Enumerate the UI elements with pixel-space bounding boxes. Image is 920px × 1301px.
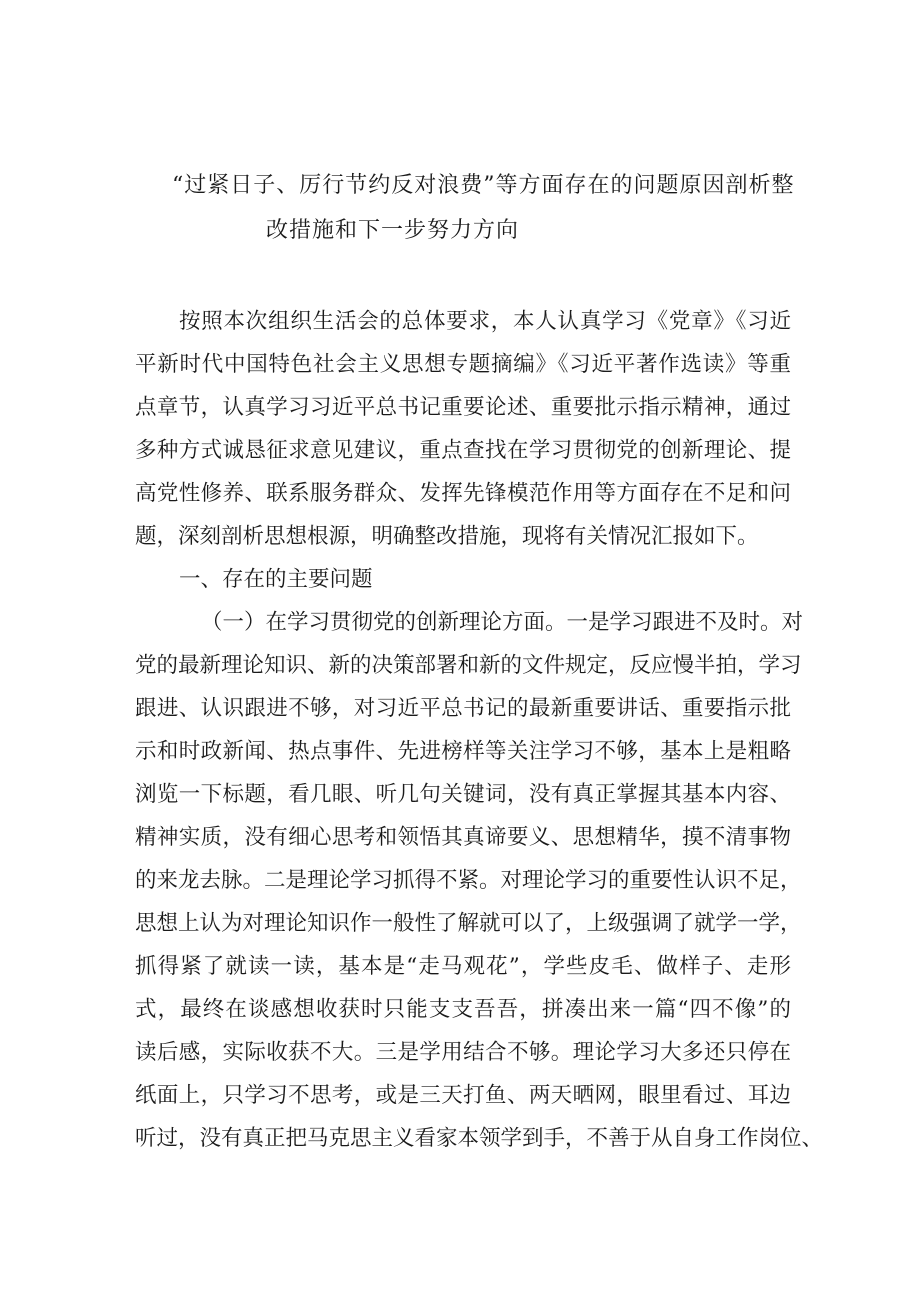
section1-line: 跟进、认识跟进不够，对习近平总书记的最新重要讲话、重要指示批 (135, 696, 791, 721)
section1-line: 党的最新理论知识、新的决策部署和新的文件规定，反应慢半拍，学习 (135, 653, 802, 678)
section1-line: 听过，没有真正把马克思主义看家本领学到手，不善于从自身工作岗位、 (135, 1126, 824, 1151)
document-title-line-2: 改措施和下一步努力方向 (266, 218, 520, 243)
intro-line: 平新时代中国特色社会主义思想专题摘编》《习近平著作选读》等重 (135, 352, 791, 377)
intro-line: 高党性修养、联系服务群众、发挥先锋模范作用等方面存在不足和问 (135, 481, 791, 506)
section1-line: 精神实质，没有细心思考和领悟其真谛要义、思想精华，摸不清事物 (135, 825, 791, 850)
section1-line: 示和时政新闻、热点事件、先进榜样等关注学习不够，基本上是粗略 (135, 739, 791, 764)
section1-line: 式，最终在谈感想收获时只能支支吾吾，拼凑出来一篇“四不像”的 (135, 997, 791, 1022)
section1-line: 浏览一下标题，看几眼、听几句关键词，没有真正掌握其基本内容、 (135, 782, 791, 807)
section1-line: 抓得紧了就读一读，基本是“走马观花”，学些皮毛、做样子、走形 (135, 954, 791, 979)
document-title-line-1: “过紧日子、厉行节约反对浪费”等方面存在的问题原因剖析整 (172, 173, 795, 198)
intro-line: 多种方式诚恳征求意见建议，重点查找在学习贯彻党的创新理论、提 (135, 438, 791, 463)
section-heading: 一、存在的主要问题 (179, 567, 373, 592)
section1-line: （一）在学习贯彻党的创新理论方面。一是学习跟进不及时。对 (201, 610, 804, 635)
section1-line: 的来龙去脉。二是理论学习抓得不紧。对理论学习的重要性认识不足， (135, 868, 802, 893)
section1-line: 思想上认为对理论知识作一般性了解就可以了，上级强调了就学一学， (135, 911, 802, 936)
intro-line: 按照本次组织生活会的总体要求，本人认真学习《党章》《习近 (179, 309, 791, 334)
intro-line: 题，深刻剖析思想根源，明确整改措施，现将有关情况汇报如下。 (135, 524, 759, 549)
section1-line: 读后感，实际收获不大。三是学用结合不够。理论学习大多还只停在 (135, 1040, 791, 1065)
intro-line: 点章节，认真学习习近平总书记重要论述、重要批示指示精神，通过 (135, 395, 791, 420)
section1-line: 纸面上，只学习不思考，或是三天打鱼、两天晒网，眼里看过、耳边 (135, 1083, 791, 1108)
